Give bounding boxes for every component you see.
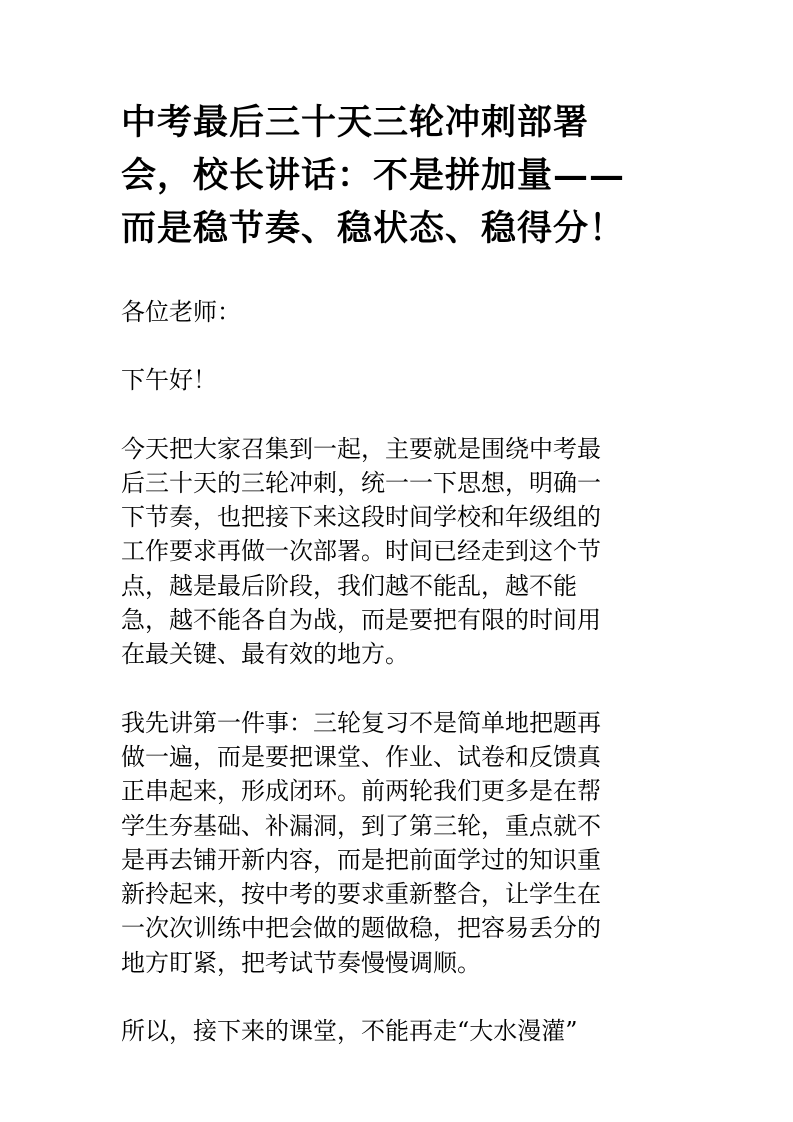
text-line: 点，越是最后阶段，我们越不能乱，越不能 [121, 571, 577, 600]
continuation-paragraph [121, 1014, 661, 1048]
text-line: 新拎起来，按中考的要求重新整合，让学生在 [121, 880, 601, 909]
text-line: 今天把大家召集到一起，主要就是围绕中考最 [121, 434, 601, 463]
first-point-paragraph [121, 706, 661, 980]
text-line: 做一遍，而是要把课堂、作业、试卷和反馈真 [121, 742, 601, 771]
title-line: 而是稳节奏、稳状态、稳得分！ [121, 208, 626, 249]
greeting-paragraph [121, 363, 661, 397]
document-content [121, 96, 661, 1082]
text-line: 是再去铺开新内容，而是把前面学过的知识重 [121, 845, 601, 874]
text-line: 下午好！ [121, 366, 217, 395]
title-line: 中考最后三十天三轮冲刺部署 [121, 102, 590, 143]
salutation-paragraph [121, 295, 661, 329]
text-line: 工作要求再做一次部署。时间已经走到这个节 [121, 537, 601, 566]
document-title [121, 96, 661, 255]
text-line: 在最关键、最有效的地方。 [121, 640, 409, 669]
document-body [121, 295, 661, 1048]
title-line: 会，校长讲话：不是拼加量—— [121, 155, 626, 196]
text-line: 各位老师： [121, 298, 241, 326]
text-line: 下节奏，也把接下来这段时间学校和年级组的 [121, 503, 601, 532]
text-line: 后三十天的三轮冲刺，统一一下思想，明确一 [121, 468, 601, 497]
text-line: 一次次训练中把会做的题做稳，把容易丢分的 [121, 914, 601, 943]
text-line: 急，越不能各自为战，而是要把有限的时间用 [121, 606, 601, 635]
text-line: 正串起来，形成闭环。前两轮我们更多是在帮 [121, 777, 601, 806]
text-line: 地方盯紧，把考试节奏慢慢调顺。 [121, 948, 481, 977]
text-line: 我先讲第一件事：三轮复习不是简单地把题再 [121, 708, 601, 737]
intro-paragraph [121, 432, 661, 672]
text-line: 学生夯基础、补漏洞，到了第三轮，重点就不 [121, 811, 601, 840]
text-line: 所以，接下来的课堂，不能再走“大水漫灌” [121, 1017, 578, 1046]
